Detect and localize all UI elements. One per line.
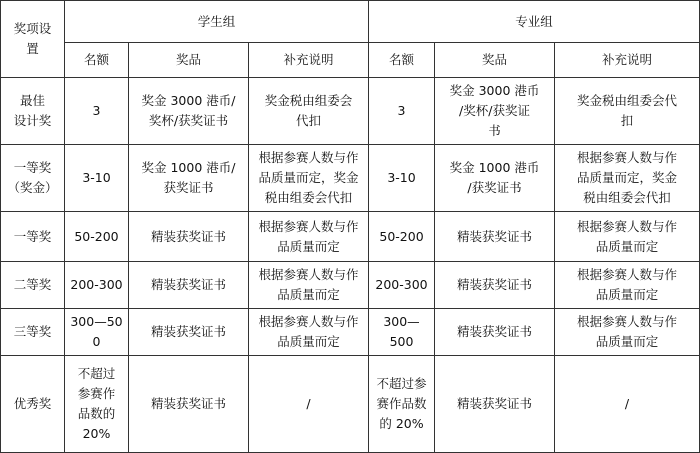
professional-prize: 精装获奖证书 [435,356,555,453]
student-prize: 精装获奖证书 [129,262,249,309]
professional-quota: 不超过参 赛作品数 的 20% [369,356,435,453]
award-name: 三等奖 [1,309,65,356]
award-name: 最佳 设计奖 [1,78,65,145]
student-prize: 奖金 1000 港币/ 获奖证书 [129,145,249,212]
corner-header: 奖项设 置 [1,1,65,78]
professional-prize: 奖金 1000 港币 /获奖证书 [435,145,555,212]
table-row [1,145,700,212]
professional-quota: 3-10 [369,145,435,212]
professional-prize: 精装获奖证书 [435,262,555,309]
table-row [1,262,700,309]
student-prize: 精装获奖证书 [129,212,249,262]
student-note-header: 补充说明 [249,43,369,78]
professional-quota: 200-300 [369,262,435,309]
student-note: 根据参赛人数与作 品质量而定，奖金 税由组委会代扣 [249,145,369,212]
professional-note: 奖金税由组委会代 扣 [555,78,700,145]
table-row [1,309,700,356]
professional-prize: 精装获奖证书 [435,309,555,356]
award-name: 一等奖 [1,212,65,262]
professional-quota-header: 名额 [369,43,435,78]
professional-note: 根据参赛人数与作 品质量而定 [555,212,700,262]
student-prize-header: 奖品 [129,43,249,78]
professional-prize: 精装获奖证书 [435,212,555,262]
student-quota: 不超过 参赛作 品数的 20% [65,356,129,453]
student-quota: 200-300 [65,262,129,309]
student-prize: 奖金 3000 港币/ 奖杯/获奖证书 [129,78,249,145]
student-note: / [249,356,369,453]
professional-note: 根据参赛人数与作 品质量而定 [555,309,700,356]
student-quota: 3-10 [65,145,129,212]
student-note: 根据参赛人数与作 品质量而定 [249,309,369,356]
header-row-columns [1,43,700,78]
professional-prize: 奖金 3000 港币 /奖杯/获奖证 书 [435,78,555,145]
professional-note: 根据参赛人数与作 品质量而定，奖金 税由组委会代扣 [555,145,700,212]
student-note: 根据参赛人数与作 品质量而定 [249,212,369,262]
award-name: 二等奖 [1,262,65,309]
header-row-groups [1,1,700,43]
table-row [1,356,700,453]
student-group-header: 学生组 [65,1,369,43]
professional-quota: 50-200 [369,212,435,262]
student-quota: 3 [65,78,129,145]
professional-note: 根据参赛人数与作 品质量而定 [555,262,700,309]
award-name: 优秀奖 [1,356,65,453]
student-quota: 50-200 [65,212,129,262]
professional-quota: 3 [369,78,435,145]
professional-note-header: 补充说明 [555,43,700,78]
table-row [1,78,700,145]
professional-quota: 300—500 [369,309,435,356]
professional-note: / [555,356,700,453]
professional-prize-header: 奖品 [435,43,555,78]
student-note: 奖金税由组委会 代扣 [249,78,369,145]
student-quota-header: 名额 [65,43,129,78]
table-row [1,212,700,262]
professional-group-header: 专业组 [369,1,700,43]
award-name: 一等奖 （奖金） [1,145,65,212]
student-note: 根据参赛人数与作 品质量而定 [249,262,369,309]
student-prize: 精装获奖证书 [129,356,249,453]
student-quota: 300—50 0 [65,309,129,356]
student-prize: 精装获奖证书 [129,309,249,356]
